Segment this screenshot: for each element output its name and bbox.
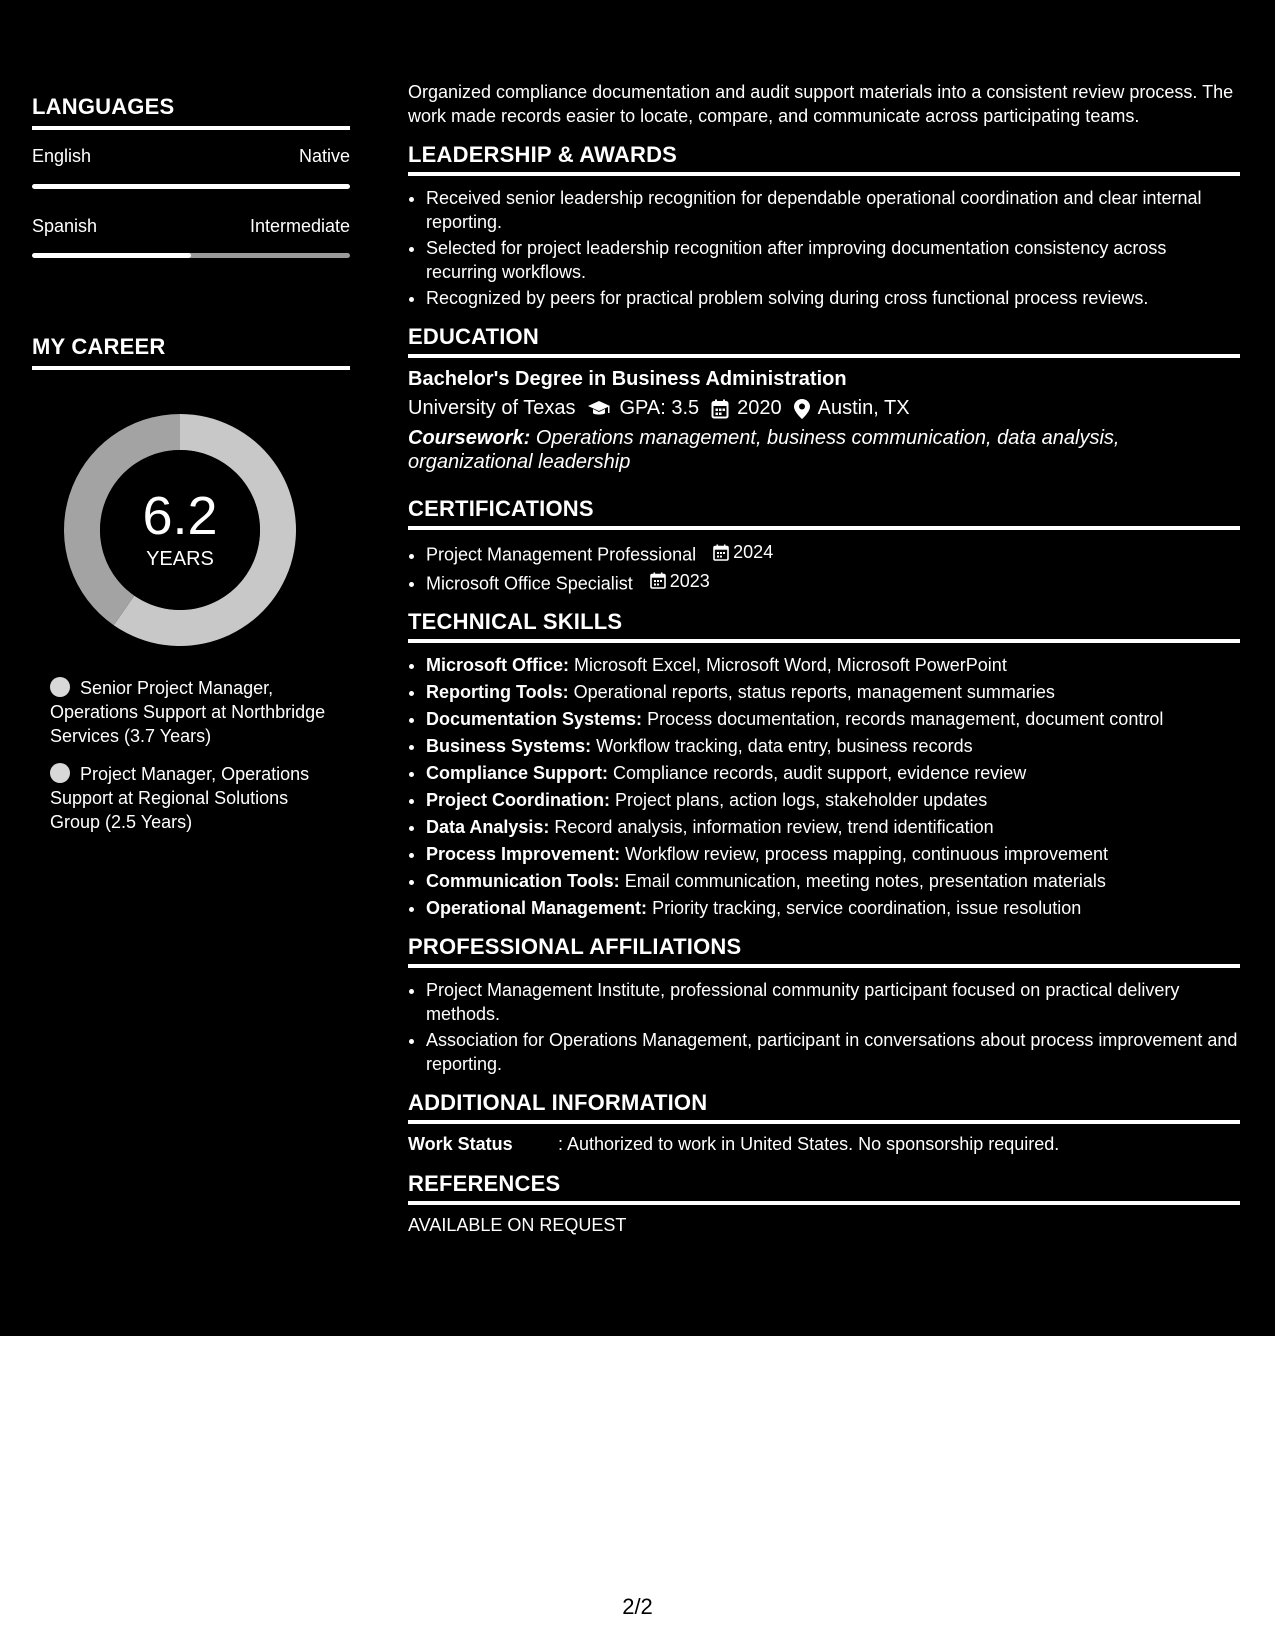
skill-value: Process documentation, records management, document control: [647, 709, 1164, 729]
certifications-list: [408, 540, 1240, 595]
page-number: 2/2: [622, 1594, 653, 1619]
work-status-value: : Authorized to work in United States. No sponsorship required.: [558, 1134, 1060, 1154]
location-pin-icon: [794, 399, 810, 419]
skill-label: Business Systems:: [426, 736, 592, 756]
affiliations-heading: PROFESSIONAL AFFILIATIONS: [408, 934, 1240, 968]
career-item-text: Senior Project Manager, Operations Support at Northbridge Services (3.7 Years): [50, 678, 326, 746]
leadership-heading: LEADERSHIP & AWARDS: [408, 142, 1240, 176]
skill-value: Compliance records, audit support, evidence review: [613, 763, 1027, 783]
career-total-unit: YEARS: [146, 547, 214, 570]
career-legend-dot: [50, 763, 70, 783]
education-year: 2020: [737, 397, 782, 419]
skill-label: Project Coordination:: [426, 790, 610, 810]
sidebar: [0, 0, 380, 1336]
language-bar-spanish: [32, 253, 350, 258]
certification-year: 2023: [669, 570, 710, 591]
skill-label: Documentation Systems:: [426, 709, 643, 729]
list-item: • Received senior leadership recognition for dependable operational coordination and clear internal reporting.: [426, 186, 1240, 234]
skill-item: [426, 815, 1240, 839]
skill-label: Compliance Support:: [426, 763, 609, 783]
skill-item: [426, 869, 1240, 893]
certification-name: Project Management Professional: [426, 544, 697, 565]
calendar-icon: [711, 399, 729, 419]
skill-item: [426, 680, 1240, 704]
languages-heading: LANGUAGES: [32, 94, 350, 130]
certifications-heading: CERTIFICATIONS: [408, 496, 1240, 530]
language-row-spanish: [32, 216, 350, 237]
skill-label: Reporting Tools:: [426, 682, 569, 702]
list-item: • Association for Operations Management, participant in conversations about process improvement and reporting.: [426, 1028, 1240, 1076]
skill-value: Workflow tracking, data entry, business records: [596, 736, 973, 756]
calendar-icon: [713, 544, 729, 561]
coursework-label: Coursework:: [408, 427, 531, 449]
skill-item: [426, 734, 1240, 758]
list-item: [426, 540, 1240, 567]
language-bar-fill: [32, 253, 191, 258]
education-location: Austin, TX: [817, 397, 910, 419]
work-status-label: Work Status: [408, 1134, 513, 1154]
career-item: [50, 762, 340, 834]
skill-item: [426, 896, 1240, 920]
language-bar-fill: [32, 184, 350, 189]
career-item: [50, 676, 340, 748]
language-bar-english: [32, 184, 350, 189]
skill-item: [426, 788, 1240, 812]
language-row-english: [32, 146, 350, 167]
skill-label: Microsoft Office:: [426, 655, 570, 675]
skill-label: Communication Tools:: [426, 871, 620, 891]
skills-list: [408, 653, 1240, 920]
additional-info-heading: ADDITIONAL INFORMATION: [408, 1090, 1240, 1124]
education-meta: [408, 397, 1240, 420]
list-item: • Project Management Institute, professional community participant focused on practical delivery methods.: [426, 978, 1240, 1026]
skill-item: [426, 707, 1240, 731]
calendar-icon: [650, 572, 666, 589]
coursework-text: Operations management, business communication, data analysis, organizational leadership: [408, 427, 1120, 473]
certification-name: Microsoft Office Specialist: [426, 573, 633, 593]
skill-label: Operational Management:: [426, 898, 648, 918]
language-name: English: [32, 146, 92, 166]
skill-value: Workflow review, process mapping, continuous improvement: [625, 844, 1108, 864]
skill-item: [426, 842, 1240, 866]
leadership-list: [408, 186, 1240, 310]
skill-value: Priority tracking, service coordination, issue resolution: [652, 898, 1082, 918]
intro-paragraph: Organized compliance documentation and audit support materials into a consistent review process. The work made records easier to locate, compare, and communicate across participating teams.: [408, 82, 1234, 126]
career-item-text: Project Manager, Operations Support at Regional Solutions Group (2.5 Years): [50, 764, 310, 832]
list-item: [426, 569, 1240, 596]
career-heading: MY CAREER: [32, 334, 350, 370]
skill-label: Process Improvement:: [426, 844, 621, 864]
skills-heading: TECHNICAL SKILLS: [408, 609, 1240, 643]
skill-label: Data Analysis:: [426, 817, 550, 837]
education-school: University of Texas: [408, 397, 576, 419]
list-item: • Recognized by peers for practical problem solving during cross functional process reviews.: [426, 286, 1240, 310]
education-gpa: GPA: 3.5: [619, 397, 700, 419]
graduation-cap-icon: [587, 400, 611, 418]
education-degree: Bachelor's Degree in Business Administration: [408, 368, 847, 390]
skill-value: Operational reports, status reports, management summaries: [573, 682, 1055, 702]
work-status-row: [408, 1134, 1240, 1155]
affiliations-list: [408, 978, 1240, 1076]
main-content: [408, 80, 1240, 1236]
career-total-number: 6.2: [142, 485, 218, 546]
certification-year-wrap: [650, 569, 710, 593]
language-name: Spanish: [32, 216, 98, 236]
list-item: • Selected for project leadership recognition after improving documentation consistency across recurring workflows.: [426, 236, 1240, 284]
skill-item: [426, 653, 1240, 677]
skill-value: Microsoft Excel, Microsoft Word, Microsoft PowerPoint: [574, 655, 1007, 675]
career-total: [64, 414, 296, 646]
skill-value: Project plans, action logs, stakeholder updates: [615, 790, 988, 810]
skill-value: Record analysis, information review, trend identification: [554, 817, 994, 837]
education-heading: EDUCATION: [408, 324, 1240, 358]
career-donut-chart: [64, 414, 296, 646]
education-coursework: [408, 426, 1240, 474]
career-legend-dot: [50, 677, 70, 697]
references-text: AVAILABLE ON REQUEST: [408, 1215, 627, 1235]
skill-item: [426, 761, 1240, 785]
references-heading: REFERENCES: [408, 1171, 1240, 1205]
skill-value: Email communication, meeting notes, presentation materials: [624, 871, 1106, 891]
certification-year: 2024: [733, 542, 774, 562]
certification-year-wrap: [713, 540, 773, 564]
language-level: Intermediate: [249, 216, 350, 236]
language-level: Native: [298, 146, 350, 166]
